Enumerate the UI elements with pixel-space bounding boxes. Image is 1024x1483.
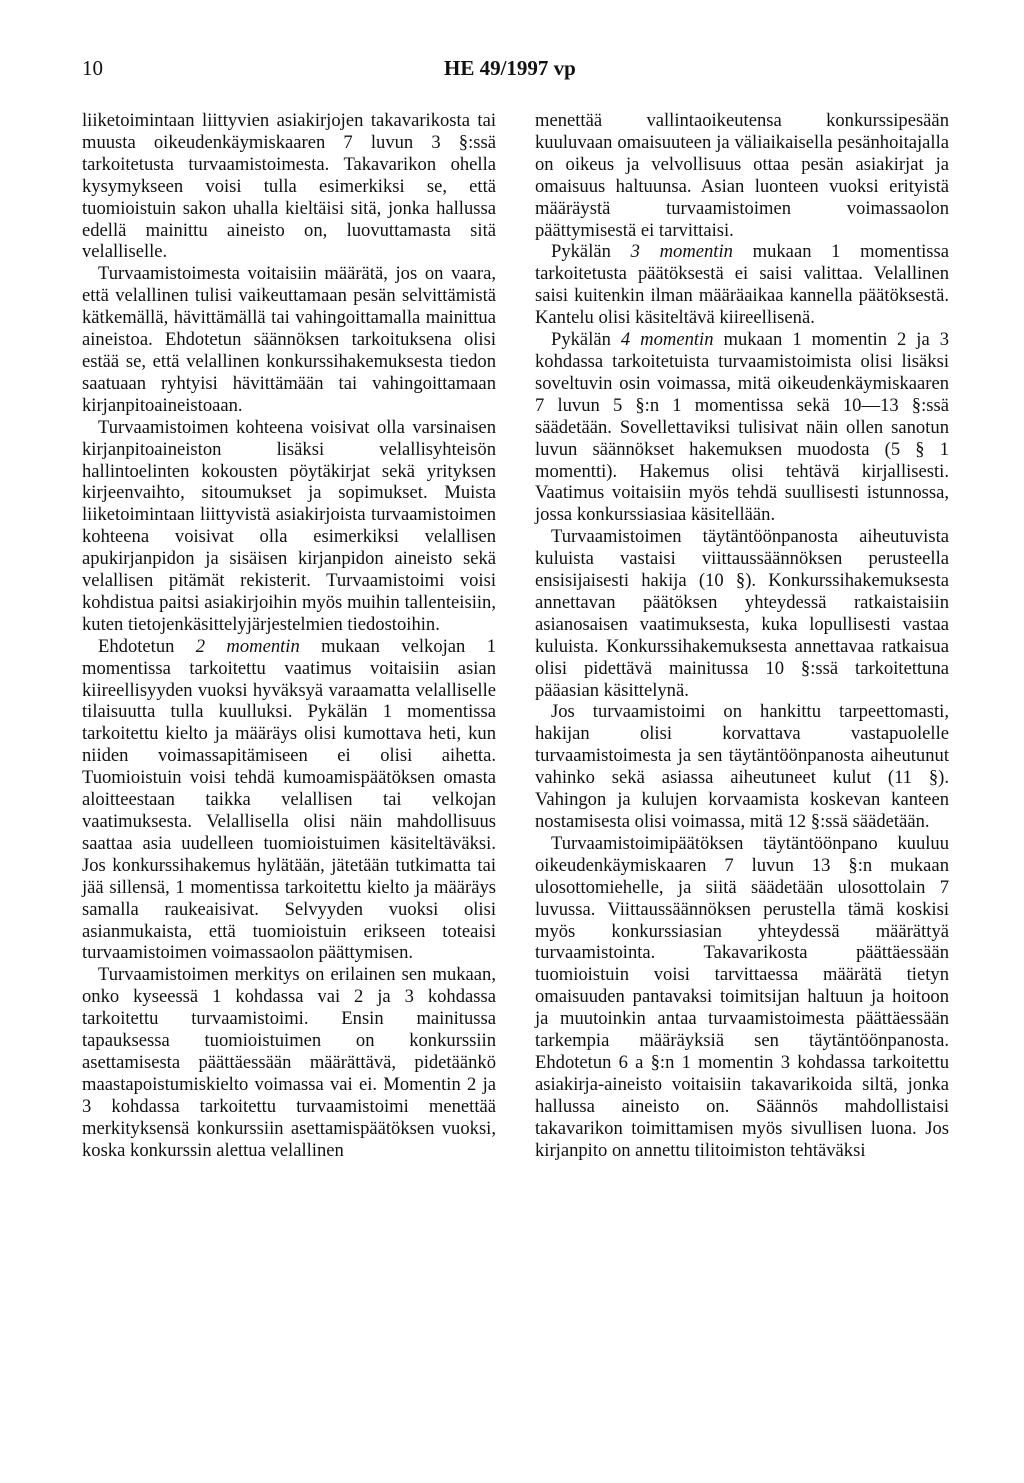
paragraph: Turvaamistoimen täytäntöönpanosta aiheutuvista kuluista vastaisi viittaussäännöksen perusteella ensisijaisesti hakija (10 §). Konkurssihakemuksesta annettavan päätöksen yhteydessä ratkaistaisiin asianosaisen vaatimuksesta, kuka lopullisesti vastaa kuluista. Konkurssihakemuksesta annettavaa ratkaisua olisi pidettävä mainitussa 10 §:ssä tarkoitettuna pääasian käsittelynä. [535, 526, 949, 701]
paragraph-body: mukaan 1 momentin 2 ja 3 kohdassa tarkoitetuista turvaamistoimista olisi lisäksi soveltuvin osin voimassa, mitä oikeudenkäymiskaaren 7 luvun 5 §:n 1 momentissa sekä 10—13 §:ssä säädetään. Sovellettaviksi tulisivat näin ollen sanotun luvun säännökset hakemuksen muodosta (5 § 1 momentti). Hakemus olisi tehtävä kirjallisesti. Vaatimus voitaisiin myös tehdä suullisesti istunnossa, jossa konkurssiasiaa käsitellään. [535, 329, 949, 526]
document-id: HE 49/1997 vp [444, 56, 576, 80]
paragraph: Turvaamistoimen kohteena voisivat olla varsinaisen kirjanpitoaineiston lisäksi velallisyhteisön hallintoelinten kokousten pöytäkirjat sekä yrityksen kirjeenvaihto, sitoumukset ja sopimukset. Muista liiketoimintaan liittyvistä asiakirjoista turvaamistoimen kohteena voisivat olla esimerkiksi velallisen apukirjanpidon ja sisäisen kirjanpidon aineisto sekä velallisen pitämät rekisterit. Turvaamistoimi voisi kohdistua paitsi asiakirjoihin myös muihin tallenteisiin, kuten tietojenkäsittelyjärjestelmien tiedostoihin. [82, 416, 496, 635]
page-number: 10 [82, 56, 103, 80]
paragraph: Turvaamistoimipäätöksen täytäntöönpano kuuluu oikeudenkäymiskaaren 7 luvun 13 §:n mukaan ulosottomiehelle, ja siitä säädetään ulosottolain 7 luvussa. Viittaussäännöksen perustella tämä koskisi myös konkurssiasian yhteydessä määrättyä turvaamistointa. Takavarikosta päättäessään tuomioistuin voisi tarvittaessa määrätä tietyn omaisuuden pantavaksi toimitsijan haltuun ja hoitoon ja muutoinkin antaa turvaamistoimesta päättäessään tarkempia määräyksiä sen täytäntöönpanosta. Ehdotetun 6 a §:n 1 momentin 3 kohdassa tarkoitettu asiakirja-aineisto voitaisiin takavarikoida siltä, jonka hallussa aineisto on. Säännös mahdollistaisi takavarikon toimittamisen myös sivullisen luona. Jos kirjanpito on annettu tilitoimiston tehtäväksi [535, 832, 949, 1161]
paragraph-body: mukaan 1 momentissa tarkoitetusta päätöksestä ei saisi valittaa. Velallinen saisi kuitenkin ilman määräaikaa kannella päätöksestä. Kantelu olisi käsiteltävä kiireellisenä. [535, 241, 949, 329]
paragraph [535, 241, 949, 329]
paragraph: Turvaamistoimen merkitys on erilainen sen mukaan, onko kyseessä 1 kohdassa vai 2 ja 3 kohdassa tarkoitettu turvaamistoimi. Ensin mainitussa tapauksessa tuomioistuimen on konkurssiin asettamisesta päättäessään määrättävä, pidetäänkö maastapoistumiskielto voimassa vai ei. Momentin 2 ja 3 kohdassa tarkoitettu turvaamistoimi menettää merkityksensä konkurssiin asettamispäätöksen vuoksi, koska konkurssin alettua velallinen [82, 964, 496, 1161]
paragraph-body: mukaan velkojan 1 momentissa tarkoitettu vaatimus voitaisiin asian kiireellisyyden vuoksi hyväksyä varaamatta velalliselle tilaisuutta tulla kuulluksi. Pykälän 1 momentissa tarkoitettu kielto ja määräys olisi kumottava heti, kun niiden voimassapitämiseen ei olisi aihetta. Tuomioistuin voisi tehdä kumoamispäätöksen omasta aloitteestaan taikka velallisen tai velkojan vaatimuksesta. Velallisella olisi näin mahdollisuus saattaa asia uudelleen tuomioistuimen käsiteltäväksi. Jos konkurssihakemus hylätään, jätetään tutkimatta tai jää sillensä, 1 momentissa tarkoitettu kielto ja määräys samalla raukeaisivat. Selvyyden vuoksi olisi asianmukaista, että tuomioistuin erikseen toteaisi turvaamistoimen voimassaolon päättymisen. [82, 635, 496, 964]
right-column [535, 110, 949, 1162]
paragraph-lead: Ehdotetun [98, 635, 196, 657]
paragraph: liiketoimintaan liittyvien asiakirjojen takavarikosta tai muusta oikeudenkäymiskaaren 7 luvun 3 §:ssä tarkoitetusta turvaamistoimesta. Takavarikon ohella kysymykseen voisi tulla esimerkiksi se, että tuomioistuin sakon uhalla kieltäisi sitä, jonka hallussa edellä mainittu aineisto on, luovuttamasta sitä velalliselle. [82, 110, 496, 263]
paragraph: Jos turvaamistoimi on hankittu tarpeettomasti, hakijan olisi korvattava vastapuolelle turvaamistoimesta ja sen täytäntöönpanosta aiheutunut vahinko sekä asiassa aiheutuneet kulut (11 §). Vahingon ja kulujen korvaamista koskevan kanteen nostamisesta olisi voimassa, mitä 12 §:ssä säädetään. [535, 701, 949, 832]
paragraph-lead: Pykälän [551, 241, 631, 263]
paragraph [535, 329, 949, 526]
paragraph: Turvaamistoimesta voitaisiin määrätä, jos on vaara, että velallinen tulisi vaikeuttamaan pesän selvittämistä kätkemällä, hävittämällä tai vahingoittamalla mainittua aineistoa. Ehdotetun säännöksen tarkoituksena olisi estää se, että velallinen konkurssihakemuksesta tiedon saatuaan ryhtyisi hävittämään tai vahingoittamaan kirjanpitoaineistoaan. [82, 263, 496, 416]
emphasis: 2 momentin [195, 635, 300, 657]
emphasis: 4 momentin [620, 329, 714, 351]
paragraph [82, 636, 496, 965]
paragraph-lead: Pykälän [551, 329, 621, 351]
left-column [82, 110, 496, 1162]
emphasis: 3 momentin [630, 241, 733, 263]
paragraph: menettää vallintaoikeutensa konkurssipesään kuuluvaan omaisuuteen ja väliaikaisella pesänhoitajalla on oikeus ja velvollisuus ottaa pesän asiakirjat ja omaisuus haltuunsa. Asian luonteen vuoksi erityistä määräystä turvaamistoimen voimassaolon päättymisestä ei tarvittaisi. [535, 110, 949, 241]
